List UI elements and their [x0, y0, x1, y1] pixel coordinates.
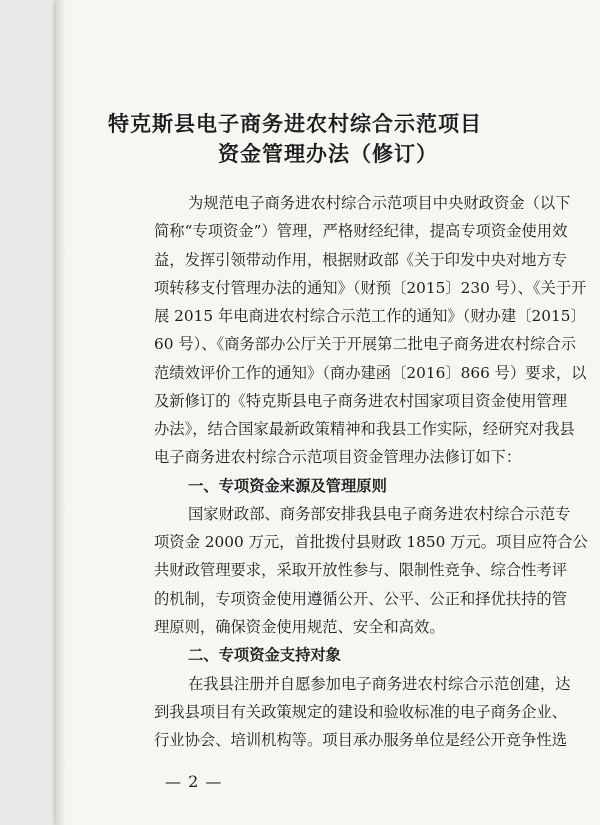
- body-line: 展 2015 年电商进农村综合示范工作的通知》（财办建〔2015〕: [154, 307, 586, 326]
- section-heading-1: 一、专项资金来源及管理原则: [188, 476, 387, 495]
- body-line: 的机制，专项资金使用遵循公开、公平、公正和择优扶持的管: [154, 589, 568, 608]
- body-line: 益，发挥引领带动作用，根据财政部《关于印发中央对地方专: [154, 250, 568, 269]
- body-line: 在我县注册并自愿参加电子商务进农村综合示范创建，达: [188, 674, 571, 693]
- body-line: 办法》，结合国家最新政策精神和我县工作实际，经研究对我县: [154, 420, 575, 439]
- body-line: 到我县项目有关政策规定的建设和验收标准的电子商务企业、: [154, 702, 568, 721]
- page-number: — 2 —: [165, 772, 223, 791]
- body-line: 简称“专项资金”）管理，严格财经纪律，提高专项资金使用效: [154, 222, 568, 241]
- body-line: 及新修订的《特克斯县电子商务进农村国家项目资金使用管理: [154, 391, 568, 410]
- body-line: 行业协会、培训机构等。项目承办服务单位是经公开竞争性选: [154, 731, 568, 749]
- document-title-line-1: 特克斯县电子商务进农村综合示范项目: [108, 112, 482, 136]
- body-line: 理原则，确保资金使用规范、安全和高效。: [154, 617, 445, 636]
- section-heading-2: 二、专项资金支持对象: [188, 646, 341, 665]
- body-line: 项资金 2000 万元，首批拨付县财政 1850 万元。项目应符合公: [154, 533, 588, 552]
- body-line: 电子商务进农村综合示范项目资金管理办法修订如下：: [154, 448, 522, 467]
- document-title-line-2: 资金管理办法（修订）: [218, 142, 438, 166]
- document-page: [56, 0, 600, 825]
- body-line: 国家财政部、商务部安排我县电子商务进农村综合示范专: [188, 504, 571, 523]
- body-line: 范绩效评价工作的通知》（商办建函〔2016〕866 号）要求，以: [154, 363, 587, 382]
- body-line: 60 号）、《商务部办公厅关于开展第二批电子商务进农村综合示: [154, 335, 577, 354]
- body-line: 为规范电子商务进农村综合示范项目中央财政资金（以下: [188, 194, 571, 212]
- body-line: 项转移支付管理办法的通知》（财预〔2015〕230 号）、《关于开: [154, 278, 587, 297]
- body-line: 共财政管理要求，采取开放性参与、限制性竞争、综合性考评: [154, 561, 568, 580]
